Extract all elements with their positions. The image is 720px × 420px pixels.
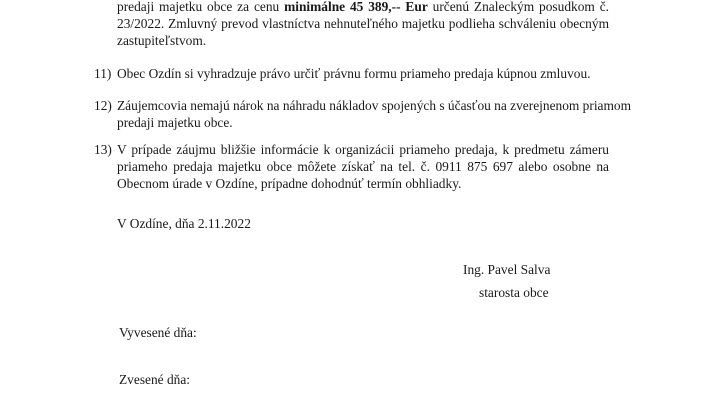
item11-number: 11) bbox=[94, 66, 112, 81]
item13-line3: Obecnom úrade v Ozdíne, prípadne dohodnúť termín obhliadky. bbox=[117, 176, 462, 191]
item13-number: 13) bbox=[94, 142, 112, 157]
place-date: V Ozdíne, dňa 2.11.2022 bbox=[117, 216, 251, 231]
removed-on-label: Zvesené dňa: bbox=[119, 372, 191, 387]
item10-text-pre: predaji majetku obce za cenu bbox=[117, 0, 285, 14]
item10-line2: 23/2022. Zmluvný prevod vlastníctva nehnuteľného majetku podlieha schváleniu obecným bbox=[117, 16, 609, 31]
item12-line1: Záujemcovia nemajú nárok na náhradu nákladov spojených s účasťou na zverejnenom priamom bbox=[117, 98, 632, 113]
item13-line2: priameho predaja majetku obce môžete získať na tel. č. 0911 875 697 alebo osobne na bbox=[117, 159, 609, 174]
signatory-name: Ing. Pavel Salva bbox=[463, 262, 551, 277]
item10-line3: zastupiteľstvom. bbox=[117, 33, 207, 48]
item13-line1: V prípade záujmu bližšie informácie k organizácii priameho predaja, k predmetu zámeru bbox=[117, 142, 609, 157]
item10-min-price: minimálne 45 389,-- Eur bbox=[284, 0, 428, 14]
item10-text-post: určenú Znaleckým posudkom č. bbox=[427, 0, 609, 14]
item10-line1 bbox=[117, 0, 609, 15]
item12-number: 12) bbox=[94, 98, 112, 113]
item11-text: Obec Ozdín si vyhradzuje právo určiť právnu formu priameho predaja kúpnou zmluvou. bbox=[117, 66, 591, 81]
posted-on-label: Vyvesené dňa: bbox=[119, 325, 197, 340]
signatory-title: starosta obce bbox=[479, 285, 549, 300]
item12-line2: predaji majetku obce. bbox=[117, 115, 233, 130]
